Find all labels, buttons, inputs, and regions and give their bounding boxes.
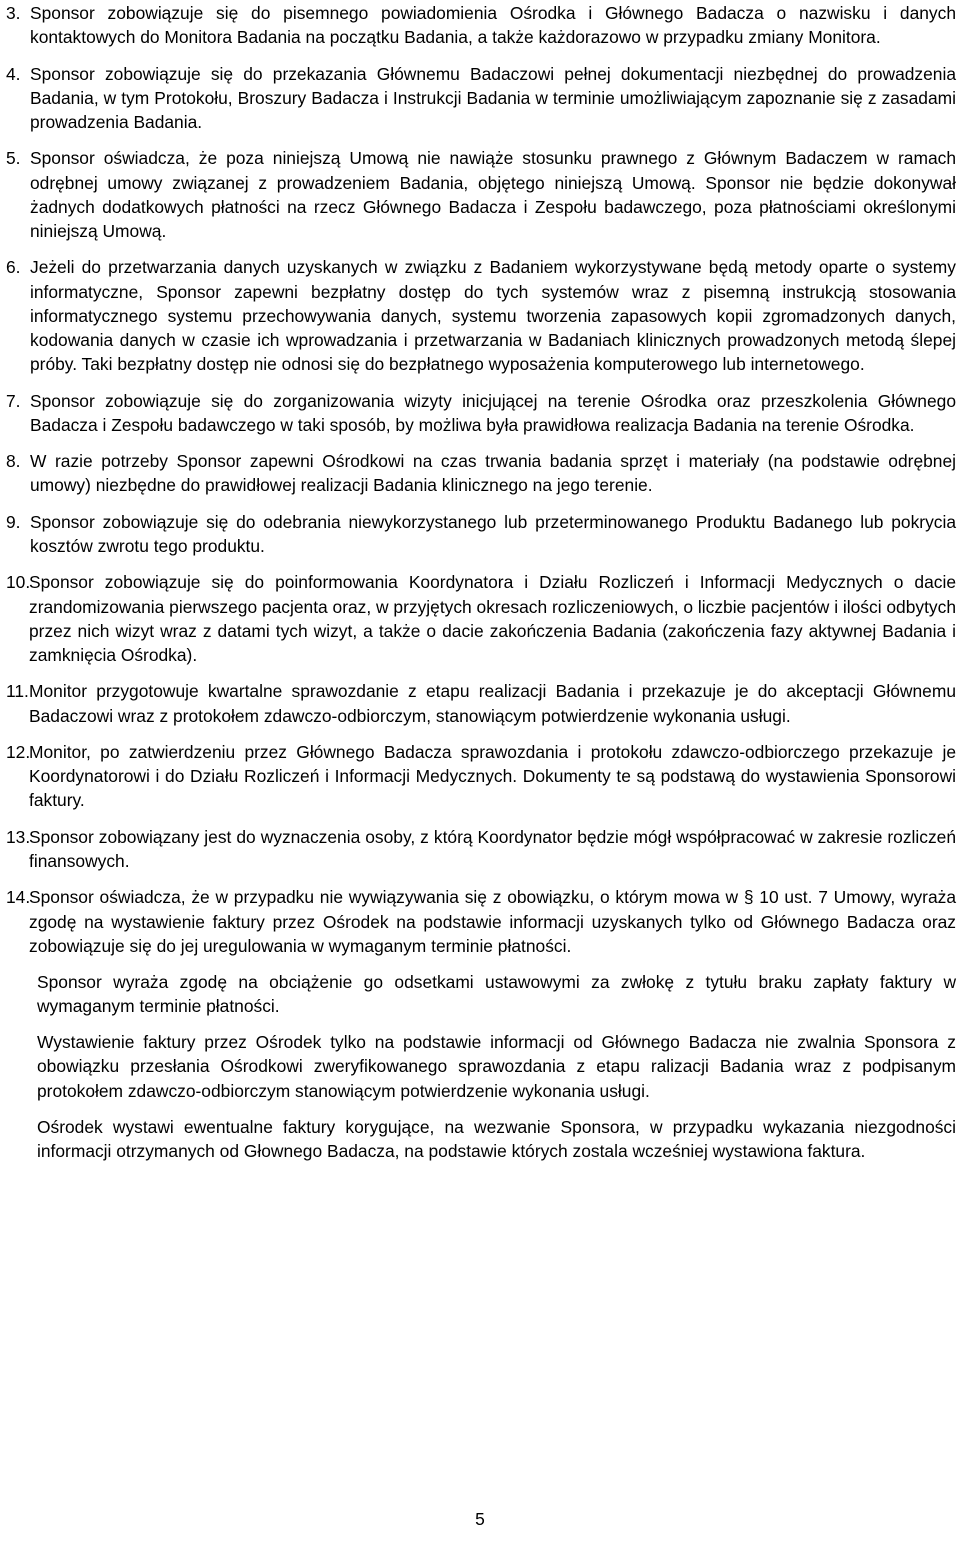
clause-text: Sponsor zobowiązuje się do odebrania niewykorzystanego lub przeterminowanego Produktu Badanego lub pokrycia kosztów zwrotu tego produktu. [30, 511, 956, 556]
clause-text: Sponsor oświadcza, że poza niniejszą Umową nie nawiąże stosunku prawnego z Głównym Badaczem w ramach odrębnej umowy związanej z prowadzeniem Badania, objętego niniejszą Umową. Sponsor nie będzie dokonywał żadnych dodatkowych płatności na rzecz Głównego Badacza i Zespołu badawczego, poza płatnościami określonymi niniejszą Umową. [30, 148, 956, 241]
clause-9 [6, 510, 956, 558]
clause-7 [6, 389, 956, 437]
clause-13 [6, 825, 956, 873]
clause-number: 11. [6, 681, 29, 702]
clause-list [6, 1, 956, 1176]
paragraph-invoice-obligation: Wystawienie faktury przez Ośrodek tylko na podstawie informacji od Głównego Badacza nie zwalnia Sponsora z obowiązku przesłania Ośrodkowi zweryfikowanego sprawozdania z etapu ralizacji Badania wraz z podpisanym protokołem zdawczo-odbiorczym stanowiącym potwierdzenie wykonania usługi. [37, 1032, 956, 1101]
page-number: 5 [475, 1509, 485, 1529]
clause-4 [6, 62, 956, 135]
clause-number: 3. [6, 3, 21, 23]
clause-number: 12. [6, 741, 31, 762]
clause-10 [6, 570, 956, 667]
clause-text: Sponsor zobowiązuje się do pisemnego powiadomienia Ośrodka i Głównego Badacza o nazwisku i danych kontaktowych do Monitora Badania na początku Badania, a także każdorazowo w przypadku zmiany Monitora. [30, 3, 956, 48]
clause-number: 7. [6, 390, 21, 411]
clause-text: Sponsor oświadcza, że w przypadku nie wywiązywania się z obowiązku, o którym mowa w § 10 ust. 7 Umowy, wyraża zgodę na wystawienie faktury przez Ośrodek na podstawie informacji uzyskanych tylko od Głównego Badacza oraz zobowiązuje się do jej uregulowania w wymaganym terminie płatności. [29, 887, 956, 956]
clause-number: 13. [6, 826, 31, 847]
paragraph-corrective-invoices: Ośrodek wystawi ewentualne faktury korygujące, na wezwanie Sponsora, w przypadku wykazania niezgodności informacji otrzymanych od Głownego Badacza, na podstawie których zostala wcześniej wystawiona faktura. [37, 1117, 956, 1162]
clause-text: Monitor przygotowuje kwartalne sprawozdanie z etapu realizacji Badania i przekazuje je do akceptacji Głównemu Badaczowi wraz z protokołem zdawczo-odbiorczym, stanowiącym potwierdzenie wykonania usługi. [29, 681, 956, 726]
clause-text: Sponsor zobowiązany jest do wyznaczenia osoby, z którą Koordynator będzie mógł współpracować w zakresie rozliczeń finansowych. [29, 826, 956, 871]
clause-number: 10. [6, 572, 31, 593]
clause-number: 5. [6, 148, 21, 169]
clause-number: 6. [6, 257, 21, 278]
clause-text: Jeżeli do przetwarzania danych uzyskanych w związku z Badaniem wykorzystywane będą metody oparte o systemy informatyczne, Sponsor zapewni bezpłatny dostęp do tych systemów wraz z pisemną instrukcją stosowania informatycznego systemu przechowywania danych, systemu tworzenia zapasowych kopii zgromadzonych danych, kodowania danych w czasie ich wprowadzania i przetwarzania w Badaniach klinicznych prowadzonych metodą ślepej próby. Taki bezpłatny dostęp nie odnosi się do bezpłatnego wyposażenia komputerowego lub internetowego. [30, 257, 956, 375]
clause-6 [6, 255, 956, 376]
clause-5 [6, 146, 956, 243]
clause-text: W razie potrzeby Sponsor zapewni Ośrodkowi na czas trwania badania sprzęt i materiały (na podstawie odrębnej umowy) niezbędne do prawidłowej realizacji Badania klinicznego na jego terenie. [30, 451, 956, 496]
clause-text: Monitor, po zatwierdzeniu przez Głównego Badacza sprawozdania i protokołu zdawczo-odbiorczego przekazuje je Koordynatorowi i do Działu Rozliczeń i Informacji Medycznych. Dokumenty te są podstawą do wystawienia Sponsorowi faktury. [29, 741, 956, 811]
clause-text: Sponsor zobowiązuje się do poinformowania Koordynatora i Działu Rozliczeń i Informacji Medycznych o dacie zrandomizowania pierwszego pacjenta oraz, w przyjętych okresach rozliczeniowych, o liczbie pacjentów i ilości odbytych przez nich wizyt wraz z datami tych wizyt, a także o dacie zakończenia Badania (zakończenia fazy aktywnej Badania i zamknięcia Ośrodka). [29, 572, 956, 665]
clause-number: 9. [6, 511, 21, 532]
clause-12 [6, 740, 956, 813]
clause-14 [6, 885, 956, 958]
paragraph-interest-consent: Sponsor wyraża zgodę na obciążenie go odsetkami ustawowymi za zwłokę z tytułu braku zapłaty faktury w wymaganym terminie płatności. [37, 971, 956, 1016]
clause-text: Sponsor zobowiązuje się do zorganizowania wizyty inicjującej na terenie Ośrodka oraz przeszkolenia Głównego Badacza i Zespołu badawczego w taki sposób, by możliwa była prawidłowa realizacja Badania na terenie Ośrodka. [30, 390, 956, 435]
clause-number: 14. [6, 887, 31, 908]
clause-11 [6, 679, 956, 727]
clause-number: 8. [6, 451, 21, 472]
clause-number: 4. [6, 63, 21, 84]
clause-3 [6, 1, 956, 49]
clause-8 [6, 449, 956, 497]
clause-14-continuation [37, 970, 956, 1164]
clause-text: Sponsor zobowiązuje się do przekazania Głównemu Badaczowi pełnej dokumentacji niezbędnej do prowadzenia Badania, w tym Protokołu, Broszury Badacza i Instrukcji Badania w terminie umożliwiającym zapoznanie się z zasadami prowadzenia Badania. [30, 63, 956, 132]
